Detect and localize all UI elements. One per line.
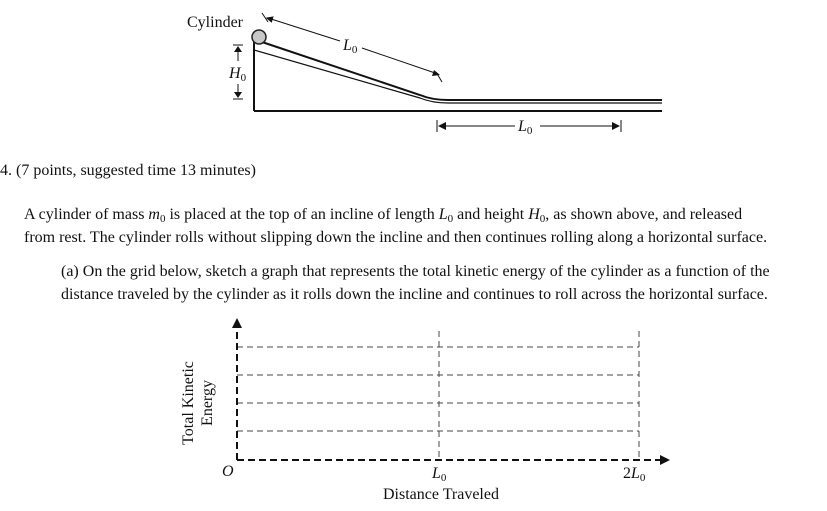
question-text-segment: L <box>438 206 448 223</box>
question-text-segment: H <box>528 206 540 223</box>
question-text-segment: m <box>148 206 160 223</box>
horizontal-length-dimension <box>437 118 621 137</box>
question-text-segment: and height <box>453 206 529 223</box>
question-text-segment: , as shown above, and released <box>545 206 743 223</box>
question-number: 4. (7 points, suggested time 13 minutes) <box>0 162 256 179</box>
height-dimension <box>228 45 247 99</box>
origin-label: O <box>222 463 234 480</box>
incline-surface-inner <box>254 50 662 103</box>
x-axis-arrow <box>660 455 670 465</box>
horizontal-length-label: L0 <box>518 118 533 137</box>
question-text-segment: 0 <box>159 213 166 225</box>
answer-graph <box>180 318 670 503</box>
incline-length-label: L0 <box>343 37 358 56</box>
question-text-segment: 0 <box>539 213 546 225</box>
x-axis-label: Distance Traveled <box>383 486 499 503</box>
x-tick-label-2l0: 2L0 <box>623 465 646 484</box>
grid <box>237 331 639 460</box>
incline-surface <box>262 42 662 100</box>
question-text-segment: is placed at the top of an incline of length <box>165 206 439 223</box>
part-a-line-2: distance traveled by the cylinder as it rolls down the incline and continues to roll across the horizontal surface. <box>61 286 768 303</box>
cylinder <box>252 30 266 44</box>
question-part-a <box>61 260 825 306</box>
question-text-segment: from rest. The cylinder rolls without slipping down the incline and then continues rolling along a horizontal surface. <box>24 229 768 246</box>
y-axis-arrow <box>232 318 242 328</box>
incline-diagram <box>187 13 662 137</box>
y-axis-label-line2: Energy <box>199 380 216 426</box>
question-text-segment: A cylinder of mass <box>24 206 149 223</box>
question-text-segment: 0 <box>447 213 454 225</box>
part-a-line-1: (a) On the grid below, sketch a graph that represents the total kinetic energy of the cylinder as a function of the <box>61 263 770 280</box>
x-tick-label-l0: L0 <box>432 465 447 484</box>
cylinder-label: Cylinder <box>187 14 243 31</box>
height-label: H0 <box>229 65 247 84</box>
question-body-line <box>24 203 824 226</box>
question-body-line <box>24 226 824 249</box>
y-axis-label-line1: Total Kinetic <box>180 361 197 445</box>
question-body <box>24 203 824 249</box>
